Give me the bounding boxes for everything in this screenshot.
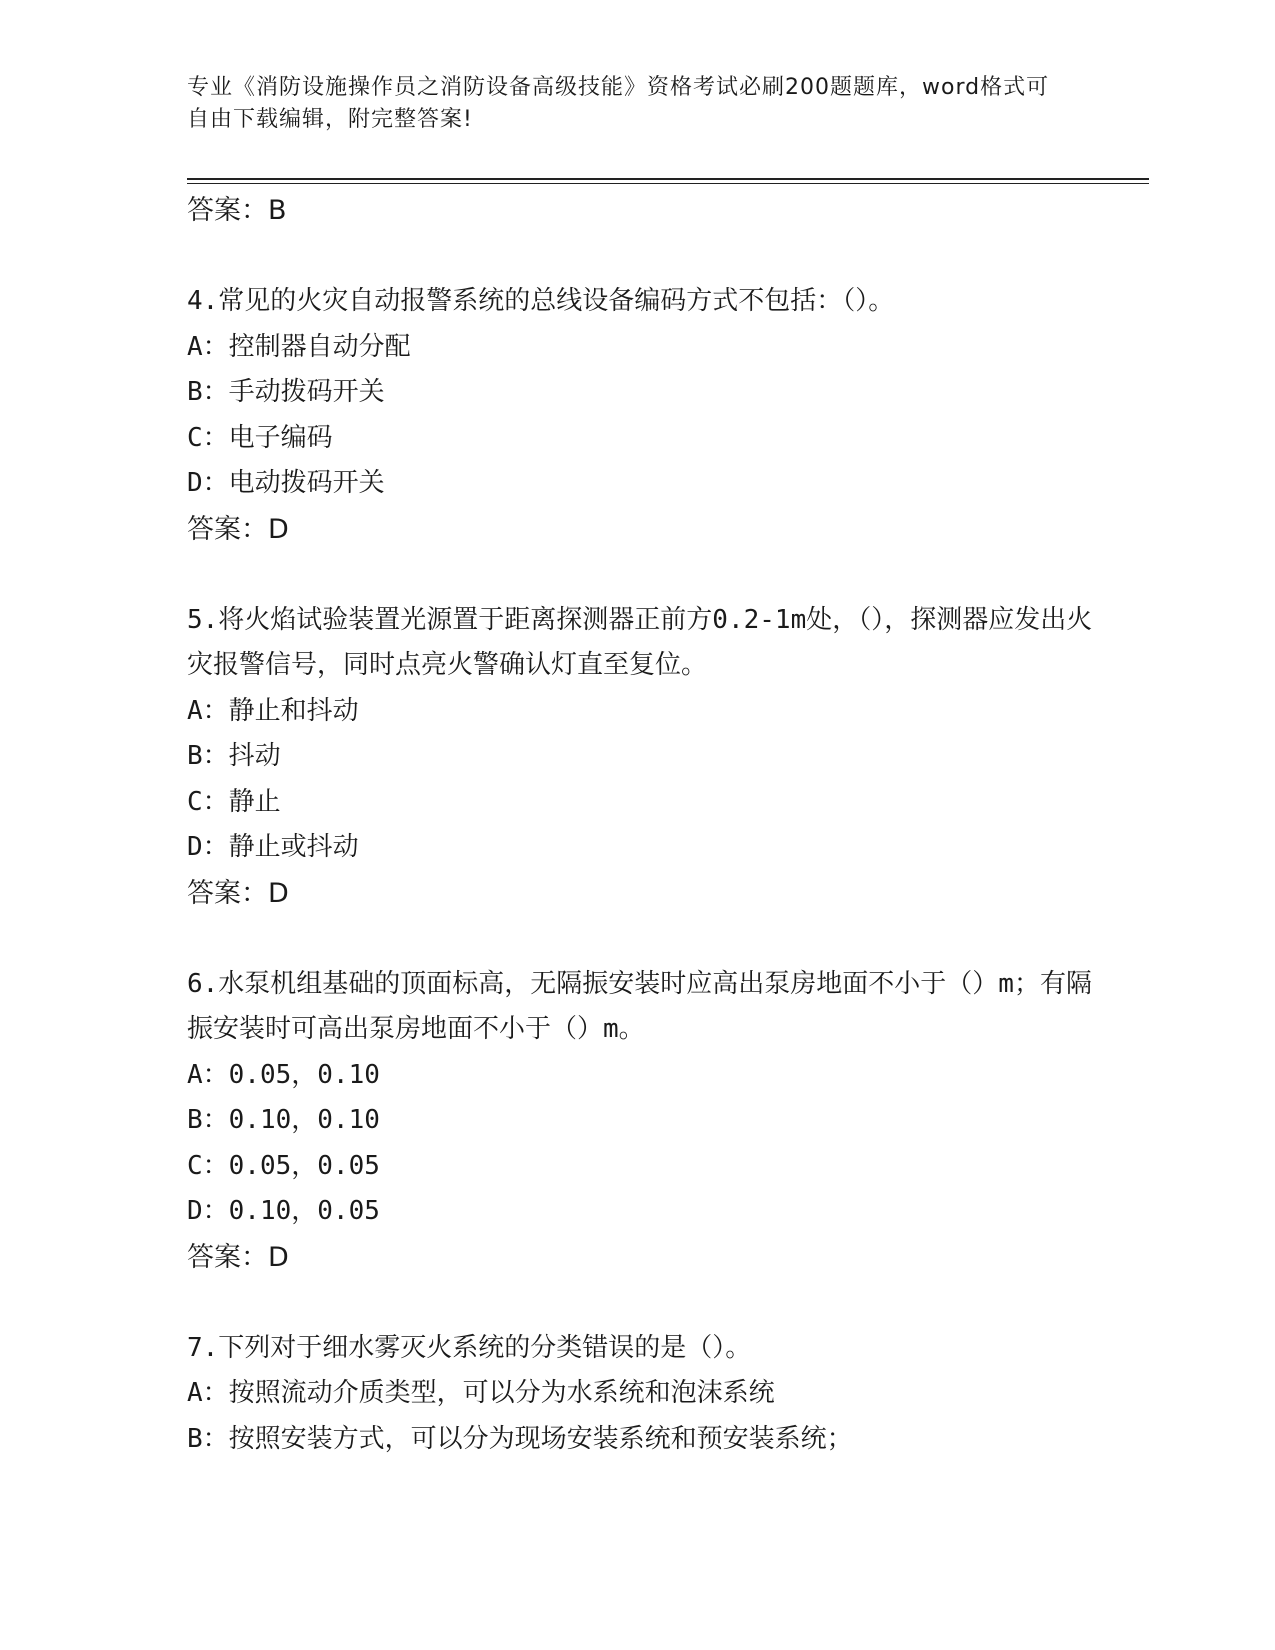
answer-label: 答案：D bbox=[187, 513, 289, 545]
question-stem: 6.水泵机组基础的顶面标高，无隔振安装时应高出泵房地面不小于（）m；有隔振安装时可高出泵房地面不小于（）m。 bbox=[187, 968, 1092, 1044]
option-c: C：静止 bbox=[187, 786, 281, 817]
option-d: D：0.10，0.05 bbox=[187, 1196, 380, 1226]
question-6 bbox=[187, 962, 1107, 1281]
option-b: B：抖动 bbox=[187, 741, 281, 771]
question-stem: 5.将火焰试验装置光源置于距离探测器正前方0.2-1m处，（），探测器应发出火灾报警信号，同时点亮火警确认灯直至复位。 bbox=[187, 604, 1093, 680]
option-d: D：电动拨码开关 bbox=[187, 468, 385, 498]
option-b: B：0.10，0.10 bbox=[187, 1105, 380, 1135]
question-5 bbox=[187, 598, 1107, 917]
question-7 bbox=[187, 1326, 1107, 1463]
option-c: C：电子编码 bbox=[187, 422, 333, 453]
option-c: C：0.05，0.05 bbox=[187, 1150, 380, 1181]
answer-label: 答案：D bbox=[187, 1241, 289, 1273]
question-stem: 7.下列对于细水雾灭火系统的分类错误的是（）。 bbox=[187, 1332, 752, 1363]
option-a: A：0.05，0.10 bbox=[187, 1059, 380, 1090]
header-divider bbox=[187, 178, 1149, 180]
option-a: A：按照流动介质类型，可以分为水系统和泡沫系统 bbox=[187, 1378, 775, 1408]
question-4 bbox=[187, 279, 1107, 552]
answer-label: 答案：D bbox=[187, 877, 289, 909]
answer-label: 答案：B bbox=[187, 195, 287, 226]
header-divider-thin bbox=[187, 183, 1149, 184]
document-header: 专业《消防设施操作员之消防设备高级技能》资格考试必刷200题题库，word格式可自由下载编辑，附完整答案! bbox=[187, 75, 1050, 132]
question-stem: 4.常见的火灾自动报警系统的总线设备编码方式不包括：（）。 bbox=[187, 286, 895, 316]
option-a: A：静止和抖动 bbox=[187, 695, 359, 726]
option-d: D：静止或抖动 bbox=[187, 832, 359, 862]
option-b: B：手动拨码开关 bbox=[187, 377, 385, 407]
question-content bbox=[187, 188, 1107, 1462]
option-b: B：按照安装方式，可以分为现场安装系统和预安装系统； bbox=[187, 1423, 853, 1454]
option-a: A：控制器自动分配 bbox=[187, 331, 411, 362]
